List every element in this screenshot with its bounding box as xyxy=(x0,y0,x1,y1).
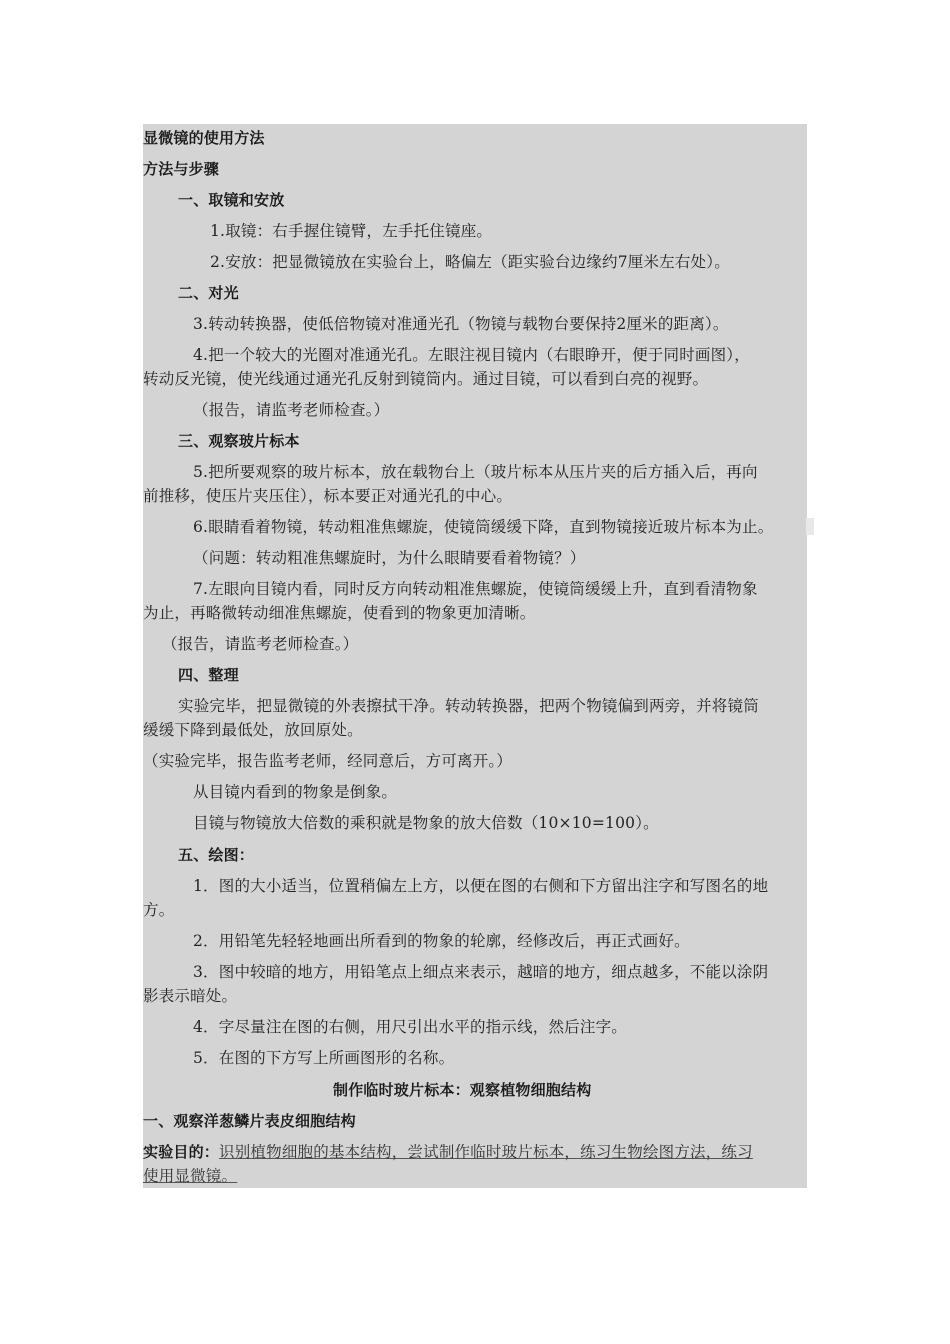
step-7-line2: 为止，再略微转动细准焦螺旋，使看到的物象更加清晰。 xyxy=(143,604,536,622)
step-7-line1: 7.左眼向目镜内看，同时反方向转动粗准焦螺旋，使镜筒缓缓上升，直到看清物象 xyxy=(193,580,758,598)
part2-title: 制作临时玻片标本：观察植物细胞结构 xyxy=(333,1081,592,1099)
margin-mark xyxy=(806,518,814,535)
aim-label: 实验目的： xyxy=(143,1143,220,1161)
doc-title: 显微镜的使用方法 xyxy=(143,129,265,147)
cleanup-line2: 缓缓下降到最低处，放回原处。 xyxy=(143,721,363,739)
aim-line2: 使用显微镜。 xyxy=(143,1167,238,1185)
draw-rule-3-line1: 3．图中较暗的地方，用铅笔点上细点来表示，越暗的地方，细点越多，不能以涂阴 xyxy=(193,963,769,981)
aim-text: 识别植物细胞的基本结构，尝试制作临时玻片标本，练习生物绘图方法，练习 xyxy=(219,1143,753,1161)
draw-rule-4: 4．字尽量注在图的右侧，用尺引出水平的指示线，然后注字。 xyxy=(193,1018,627,1036)
draw-rule-1-line2: 方。 xyxy=(143,901,175,919)
inverted-image-note: 从目镜内看到的物象是倒象。 xyxy=(193,783,398,801)
cleanup-line1: 实验完毕，把显微镜的外表擦拭干净。转动转换器，把两个物镜偏到两旁，并将镜筒 xyxy=(178,697,759,715)
report-note-2: （报告，请监考老师检查。） xyxy=(162,635,359,653)
step-4-line2: 转动反光镜，使光线通过通光孔反射到镜筒内。通过目镜，可以看到白亮的视野。 xyxy=(143,370,709,388)
section-heading-1: 一、取镜和安放 xyxy=(178,191,285,209)
part2-subtitle: 一、观察洋葱鳞片表皮细胞结构 xyxy=(143,1112,356,1130)
report-note-1: （报告，请监考老师检查。） xyxy=(193,401,390,419)
step-5-line1: 5.把所要观察的玻片标本，放在载物台上（玻片标本从压片夹的后方插入后，再向 xyxy=(193,463,758,481)
draw-rule-3-line2: 影表示暗处。 xyxy=(143,987,238,1005)
finish-note: （实验完毕，报告监考老师，经同意后，方可离开。） xyxy=(143,752,513,770)
draw-rule-5: 5．在图的下方写上所画图形的名称。 xyxy=(193,1049,455,1067)
section-heading-2: 二、对光 xyxy=(178,284,239,302)
section-heading-5: 五、绘图： xyxy=(178,846,255,864)
draw-rule-1-line1: 1．图的大小适当，位置稍偏左上方，以便在图的右侧和下方留出注字和写图名的地 xyxy=(193,877,769,895)
step-6: 6.眼睛看着物镜，转动粗准焦螺旋，使镜筒缓缓下降，直到物镜接近玻片标本为止。 xyxy=(193,518,774,536)
step-1: 1.取镜：右手握住镜臂，左手托住镜座。 xyxy=(210,222,493,240)
magnification-note: 目镜与物镜放大倍数的乘积就是物象的放大倍数（10×10=100）。 xyxy=(193,814,659,832)
step-3: 3.转动转换器，使低倍物镜对准通光孔（物镜与载物台要保持2厘米的距离）。 xyxy=(193,315,729,333)
step-2: 2.安放：把显微镜放在实验台上，略偏左（距实验台边缘约7厘米左右处）。 xyxy=(210,253,730,271)
question-note: （问题：转动粗准焦螺旋时，为什么眼睛要看着物镜？） xyxy=(193,549,586,567)
section-heading-3: 三、观察玻片标本 xyxy=(178,432,300,450)
section-heading-4: 四、整理 xyxy=(178,666,239,684)
step-4-line1: 4.把一个较大的光圈对准通光孔。左眼注视目镜内（右眼睁开，便于同时画图）， xyxy=(193,346,750,364)
step-5-line2: 前推移，使压片夹压住），标本要正对通光孔的中心。 xyxy=(143,487,513,505)
aim-line1 xyxy=(143,1142,753,1162)
doc-subtitle: 方法与步骤 xyxy=(143,160,220,178)
draw-rule-2: 2．用铅笔先轻轻地画出所看到的物象的轮廓，经修改后，再正式画好。 xyxy=(193,932,690,950)
